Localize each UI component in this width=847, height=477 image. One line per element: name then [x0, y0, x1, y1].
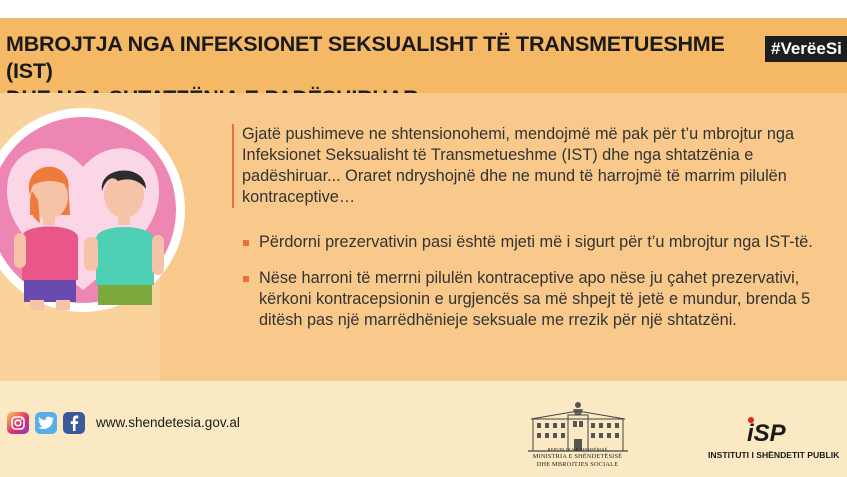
- isp-logo: [745, 415, 791, 445]
- bullet-square-icon: [243, 276, 249, 282]
- bullet-list: [243, 232, 828, 346]
- couple-illustration: [0, 105, 230, 315]
- twitter-icon[interactable]: [35, 412, 57, 434]
- website-link[interactable]: www.shendetesia.gov.al: [96, 415, 240, 430]
- bullet-square-icon: [243, 240, 249, 246]
- list-item: [243, 232, 828, 253]
- isp-name: INSTITUTI I SHËNDETIT PUBLIK: [708, 450, 840, 460]
- bullet-text: Nëse harroni të merrni pilulën kontraceptive apo nëse ju çahet prezervativi, kërkoni kontracepsionin e urgjencës sa më shpejt të jetë e mundur, brenda 5 ditësh pas një marrëdhënieje seksuale me rrezik për një shtatzëni.: [259, 269, 811, 329]
- ministry-line-1: MINISTRIA E SHËNDETËSISË: [532, 453, 623, 461]
- intro-paragraph: Gjatë pushimeve ne shtensionohemi, mendojmë më pak për t’u mbrojtur nga Infeksionet Seksualisht të Transmetueshme (IST) dhe nga shtatzënia e padëshiruar... Oraret ndryshojnë dhe ne mund të harrojmë të marrim pilulën kontraceptive…: [232, 124, 842, 208]
- ministry-small-text: REPUBLIKA E SHQIPËRISË: [547, 447, 608, 452]
- bullet-text: Përdorni prezervativin pasi është mjeti më i sigurt për t’u mbrojtur nga IST-të.: [259, 233, 813, 251]
- instagram-icon[interactable]: [7, 412, 29, 434]
- top-strip: [0, 0, 847, 18]
- title-line-1: MBROJTJA NGA INFEKSIONET SEKSUALISHT TË TRANSMETUESHME (IST): [6, 32, 725, 83]
- hashtag-badge: #VerëeSi: [765, 36, 847, 62]
- ministry-line-2: DHE MBROJTJES SOCIALE: [536, 460, 619, 468]
- list-item: [243, 268, 828, 331]
- facebook-icon[interactable]: [63, 412, 85, 434]
- social-links: [7, 412, 85, 434]
- svg-text:iSP: iSP: [747, 420, 786, 445]
- ministry-name: [515, 446, 640, 468]
